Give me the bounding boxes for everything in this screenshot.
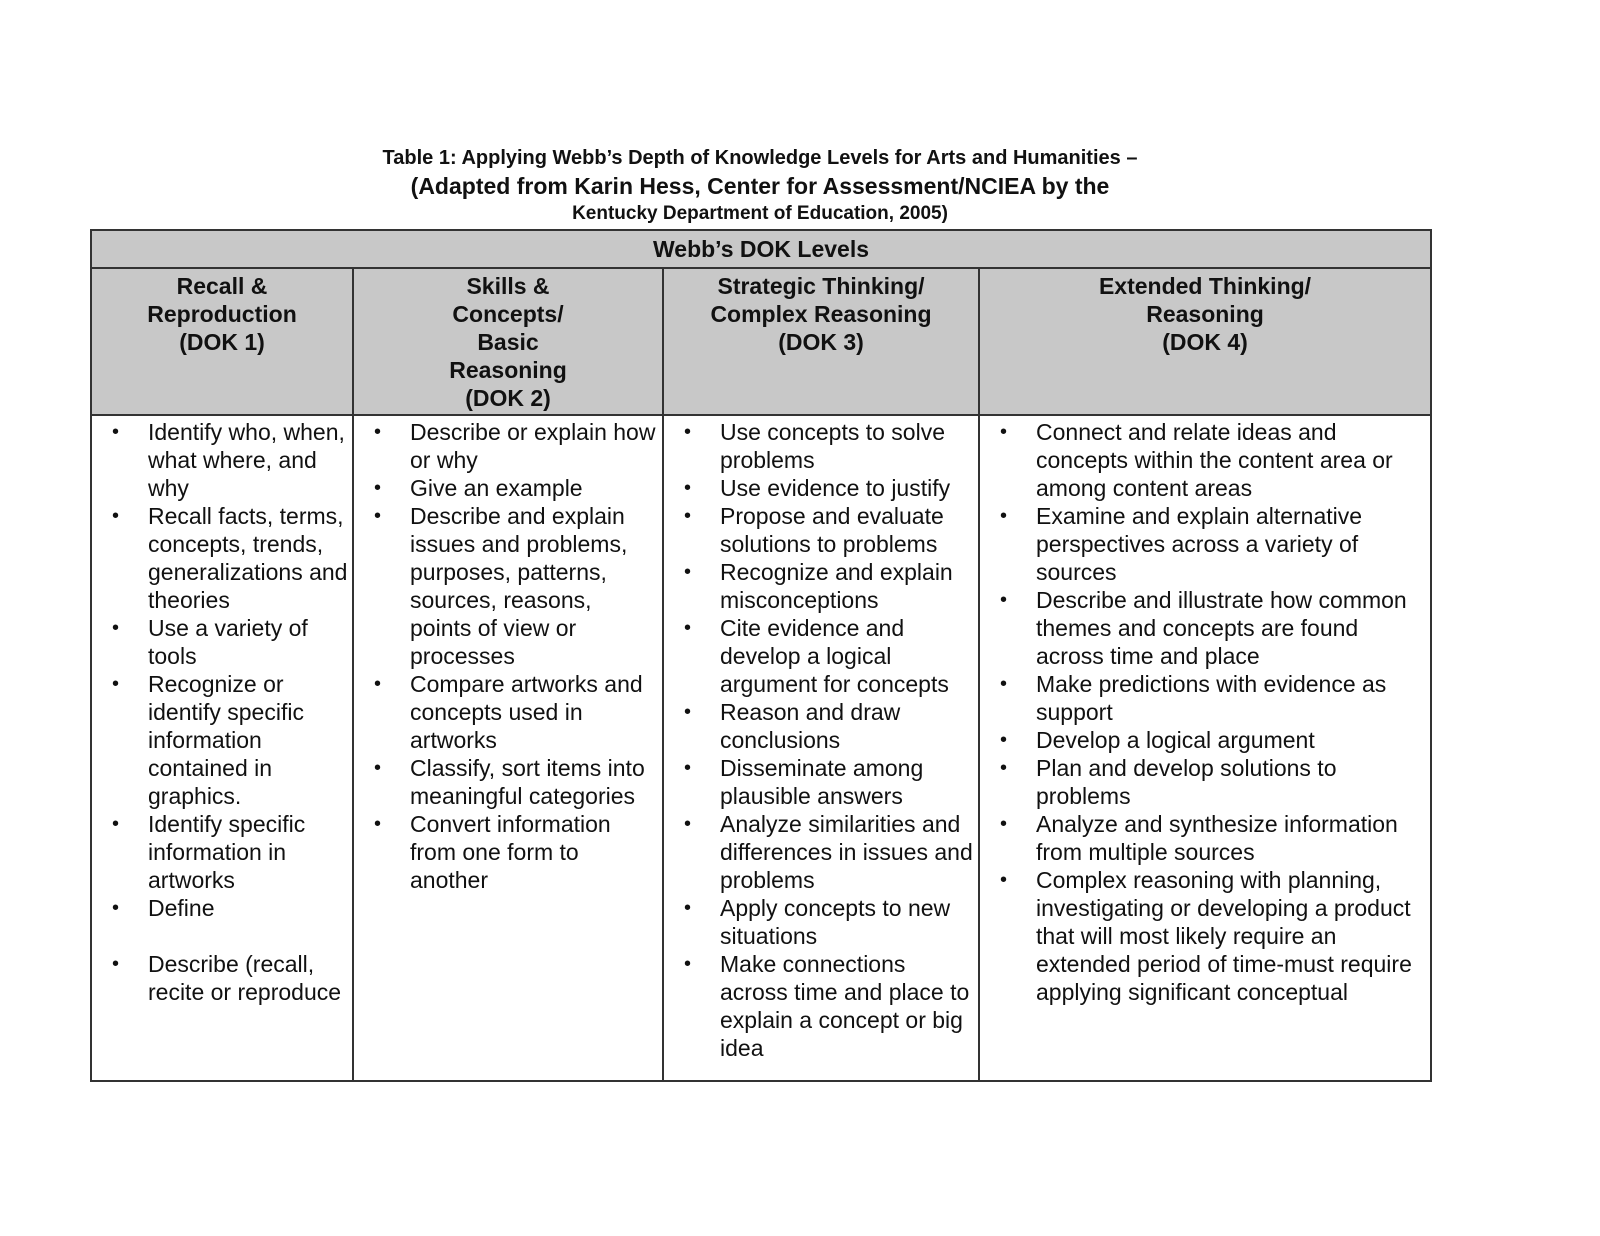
list-item-text: Analyze and synthesize information from multiple sources [1036, 811, 1398, 865]
list-item [354, 502, 658, 670]
column-header-dok-2 [353, 268, 663, 415]
list-item-text: Convert information from one form to another [410, 811, 611, 893]
bullet-icon: • [112, 505, 120, 527]
list-item [664, 558, 974, 614]
column-cell-dok-4 [979, 415, 1431, 1081]
list-item [664, 418, 974, 474]
header-line: Reasoning [1146, 301, 1264, 327]
header-line: (DOK 1) [179, 329, 265, 355]
list-item [664, 754, 974, 810]
list-item-text: Use a variety of tools [148, 615, 308, 669]
header-line: Basic [477, 329, 539, 355]
bullet-icon: • [1000, 757, 1008, 779]
bullet-icon: • [1000, 589, 1008, 611]
list-item [664, 810, 974, 894]
list-item-text: Give an example [410, 475, 583, 501]
list-item [980, 418, 1426, 502]
bullet-icon: • [1000, 729, 1008, 751]
bullet-icon: • [1000, 673, 1008, 695]
list-item-text: Make connections across time and place to explain a concept or big idea [720, 951, 970, 1061]
bullet-icon: • [112, 813, 120, 835]
column-cell-dok-2 [353, 415, 663, 1081]
list-item-text: Apply concepts to new situations [720, 895, 951, 949]
list-item [980, 586, 1426, 670]
list-item [92, 614, 348, 670]
bullet-icon: • [374, 477, 382, 499]
bullet-icon: • [112, 673, 120, 695]
bullet-icon: • [684, 701, 692, 723]
bullet-icon: • [112, 897, 120, 919]
column-header-dok-4 [979, 268, 1431, 415]
list-item-text: Disseminate among plausible answers [720, 755, 924, 809]
bullet-icon: • [684, 897, 692, 919]
bullet-icon: • [684, 953, 692, 975]
bullet-icon: • [374, 757, 382, 779]
list-item-text: Propose and evaluate solutions to problems [720, 503, 944, 557]
list-item-text: Describe or explain how or why [410, 419, 656, 473]
list-item [980, 502, 1426, 586]
table-caption-line-2: (Adapted from Karin Hess, Center for Assessment/NCIEA by the [410, 173, 1110, 199]
bullet-icon: • [112, 953, 120, 975]
header-line: Reproduction [147, 301, 297, 327]
list-item [92, 502, 348, 614]
table-caption-line-1: Table 1: Applying Webb’s Depth of Knowledge Levels for Arts and Humanities – [382, 147, 1138, 169]
dok-levels-table [90, 229, 1432, 1082]
list-item [980, 670, 1426, 726]
list-item [664, 502, 974, 558]
list-item-text: Use evidence to justify [720, 475, 951, 501]
list-item [354, 754, 658, 810]
list-item-text: Examine and explain alternative perspectives across a variety of sources [1036, 503, 1363, 585]
list-item-text: Identify specific information in artworks [148, 811, 306, 893]
column-cell-dok-1 [91, 415, 353, 1081]
header-line: Recall & [176, 273, 268, 299]
header-line: (DOK 3) [778, 329, 864, 355]
header-line: Reasoning [449, 357, 567, 383]
table-caption-line-3: Kentucky Department of Education, 2005) [572, 203, 948, 224]
list-item-text: Define [148, 895, 215, 921]
list-item-text: Analyze similarities and differences in issues and problems [720, 811, 973, 893]
header-line: (DOK 2) [465, 385, 551, 411]
bullet-icon: • [112, 421, 120, 443]
bullet-icon: • [374, 813, 382, 835]
list-item-text: Cite evidence and develop a logical argument for concepts [720, 615, 949, 697]
bullet-icon: • [684, 477, 692, 499]
bullet-icon: • [1000, 869, 1008, 891]
list-item-text: Use concepts to solve problems [720, 419, 946, 473]
header-line: Skills & [466, 273, 550, 299]
list-item [664, 698, 974, 754]
bullet-icon: • [112, 617, 120, 639]
list-item-text: Recognize or identify specific information contained in graphics. [148, 671, 304, 809]
list-item [664, 474, 974, 502]
bullet-list [92, 418, 348, 1006]
bullet-icon: • [684, 757, 692, 779]
bullet-icon: • [684, 421, 692, 443]
bullet-icon: • [684, 561, 692, 583]
list-item [664, 894, 974, 950]
header-line: Extended Thinking/ [1098, 273, 1312, 299]
bullet-icon: • [1000, 813, 1008, 835]
list-item [664, 950, 974, 1062]
list-item [980, 754, 1426, 810]
header-line: Strategic Thinking/ [717, 273, 925, 299]
list-item-text: Complex reasoning with planning, investigating or developing a product that will most likely require an extended period of time-must require applying significant conceptual [1036, 867, 1412, 1005]
bullet-icon: • [1000, 421, 1008, 443]
bullet-icon: • [1000, 505, 1008, 527]
bullet-icon: • [684, 505, 692, 527]
list-item-text: Compare artworks and concepts used in artworks [410, 671, 643, 753]
bullet-icon: • [684, 617, 692, 639]
bullet-icon: • [374, 673, 382, 695]
bullet-list [980, 418, 1426, 1006]
list-item-text: Plan and develop solutions to problems [1036, 755, 1337, 809]
bullet-list [354, 418, 658, 894]
list-item [92, 670, 348, 810]
list-item-text: Reason and draw conclusions [720, 699, 901, 753]
list-item-text: Describe and illustrate how common themes and concepts are found across time and place [1036, 587, 1407, 669]
list-item-text: Recall facts, terms, concepts, trends, generalizations and theories [148, 503, 348, 613]
list-item-text: Classify, sort items into meaningful categories [410, 755, 645, 809]
list-item [92, 950, 348, 1006]
list-item-text: Identify who, when, what where, and why [148, 419, 345, 501]
bullet-icon: • [374, 505, 382, 527]
header-line: Concepts/ [452, 301, 564, 327]
list-item [980, 866, 1426, 1006]
list-item [354, 474, 658, 502]
list-item-text: Make predictions with evidence as support [1036, 671, 1387, 725]
list-item-text: Describe (recall, recite or reproduce [148, 951, 342, 1005]
list-item [354, 810, 658, 894]
column-header-dok-1 [91, 268, 353, 415]
column-cell-dok-3 [663, 415, 979, 1081]
list-item [92, 894, 348, 922]
list-item [92, 418, 348, 502]
list-item [92, 810, 348, 894]
bullet-list [664, 418, 974, 1062]
header-line: Complex Reasoning [710, 301, 932, 327]
super-header: Webb’s DOK Levels [91, 230, 1431, 268]
column-header-dok-3 [663, 268, 979, 415]
list-item-text: Describe and explain issues and problems, purposes, patterns, sources, reasons, points of view or processes [410, 503, 628, 669]
list-item [354, 418, 658, 474]
list-item [980, 810, 1426, 866]
bullet-icon: • [684, 813, 692, 835]
bullet-icon: • [374, 421, 382, 443]
list-item-text: Connect and relate ideas and concepts within the content area or among content areas [1036, 419, 1393, 501]
list-item [664, 614, 974, 698]
list-item-text: Develop a logical argument [1036, 727, 1315, 753]
list-item [980, 726, 1426, 754]
list-item [354, 670, 658, 754]
list-item-text: Recognize and explain misconceptions [720, 559, 953, 613]
header-line: (DOK 4) [1162, 329, 1248, 355]
